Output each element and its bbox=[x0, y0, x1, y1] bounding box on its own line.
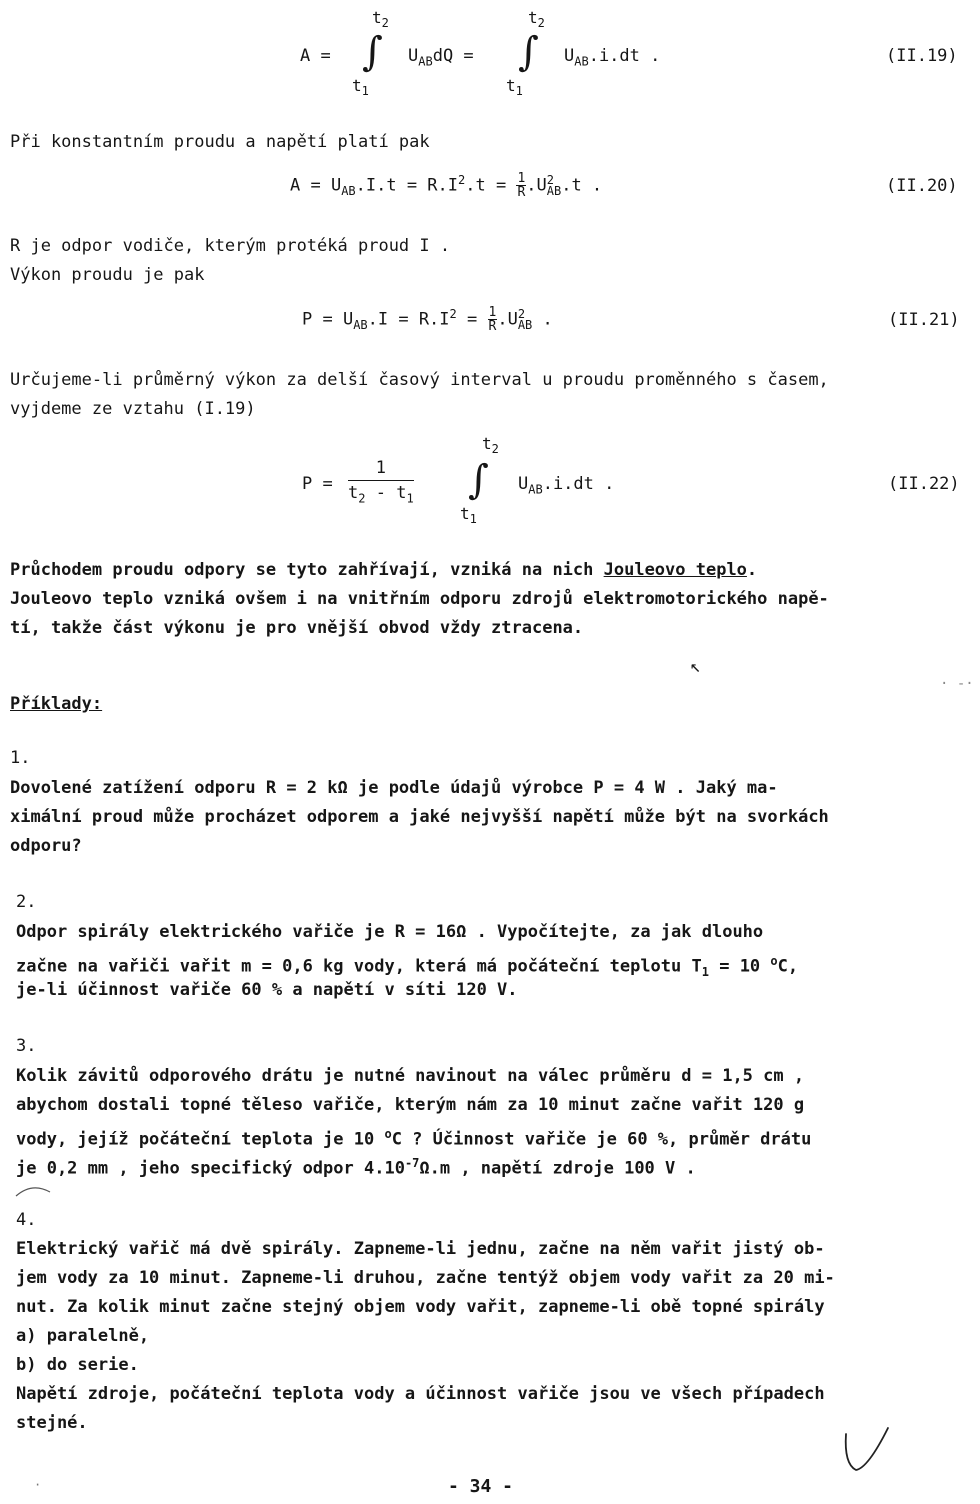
example-2-line-2: začne na vařiči vařit m = 0,6 kg vody, která má počáteční teplotu $T_1 = 10$ $^o$C, bbox=[16, 954, 799, 980]
example-4-line-2: jem vody za 10 minut. Zapneme-li druhou, začne tentýž objem vody vařit za 20 mi- bbox=[16, 1268, 835, 1288]
fraction-1-over-t2-minus-t1: 1 $t_2 - t_1$ bbox=[348, 458, 414, 506]
eq19-integrand-1: $U_{AB}dQ$ = bbox=[408, 46, 474, 69]
equation-ii-21: $P = U_{AB}.I = R.I^2$ = $\frac{1}{R}$ .U 2 AB . bbox=[302, 305, 553, 334]
example-2-line-1: Odpor spirály elektrického vařiče je R = 16Ω . Vypočítejte, za jak dlouho bbox=[16, 922, 764, 942]
eq22-upper-limit: $t_2$ bbox=[482, 434, 499, 457]
eq19-lower-limit-2: $t_1$ bbox=[506, 76, 523, 99]
eq19-lower-limit: $t_1$ bbox=[352, 76, 369, 99]
fraction-1-over-r: $\frac{1}{R}$ bbox=[488, 305, 497, 334]
example-4-line-7: stejné. bbox=[16, 1413, 88, 1433]
eq22-integrand: $U_{AB}.i.dt$ . bbox=[518, 474, 615, 497]
example-4-line-1: Elektrický vařič má dvě spirály. Zapneme-li jednu, začne na něm vařit jistý ob- bbox=[16, 1239, 825, 1259]
eq22-lower-limit: $t_1$ bbox=[460, 504, 477, 527]
fraction-1-over-r: $\frac{1}{R}$ bbox=[517, 171, 526, 200]
example-4-line-5: b) do serie. bbox=[16, 1355, 139, 1375]
example-1-line-1: Dovolené zatížení odporu R = 2 kΩ je podle údajů výrobce P = 4 W . Jaký ma- bbox=[10, 778, 778, 798]
examples-heading: Příklady: bbox=[10, 694, 103, 714]
text-constant-current: Při konstantním proudu a napětí platí pak bbox=[10, 132, 430, 152]
example-2-number: 2. bbox=[16, 892, 37, 912]
eq19-integrand-2: $U_{AB}.i.dt$ . bbox=[564, 46, 661, 69]
example-1-line-3: odporu? bbox=[10, 836, 82, 856]
text-resistance: R je odpor vodiče, kterým protéká proud I . bbox=[10, 236, 451, 256]
eq19-lhs: A = bbox=[300, 46, 331, 66]
eq22-lhs: P = bbox=[302, 474, 333, 494]
stray-mark bbox=[14, 1180, 54, 1200]
example-3-line-4: je 0,2 mm , jeho specifický odpor $4.10^{-7}\Omega.m$ , napětí zdroje 100 V . bbox=[16, 1156, 696, 1179]
integral-sign: ∫ bbox=[468, 457, 489, 503]
equation-number: (II.22) bbox=[888, 474, 960, 494]
joule-line-2: Jouleovo teplo vzniká ovšem i na vnitřním odporu zdrojů elektromotorického napě- bbox=[10, 589, 829, 609]
joule-line-1: Průchodem proudu odpory se tyto zahřívají, vzniká na nich Jouleovo teplo. bbox=[10, 560, 758, 580]
equation-number: (II.20) bbox=[886, 176, 958, 196]
text-power: Výkon proudu je pak bbox=[10, 265, 205, 285]
joule-line-3: tí, takže část výkonu je pro vnější obvod vždy ztracena. bbox=[10, 618, 584, 638]
example-3-line-1: Kolik závitů odporového drátu je nutné navinout na válec průměru d = 1,5 cm , bbox=[16, 1066, 805, 1086]
example-3-line-3: vody, jejíž počáteční teplota je 10 $^o$C ? Účinnost vařiče je 60 %, průměr drátu bbox=[16, 1127, 812, 1150]
stray-mark: · -· bbox=[940, 676, 974, 692]
example-1-line-2: ximální proud může procházet odporem a jaké nejvyšší napětí může být na svorkách bbox=[10, 807, 829, 827]
joule-heat-term: Jouleovo teplo bbox=[603, 560, 747, 580]
equation-number: (II.21) bbox=[888, 310, 960, 330]
integral-sign: ∫ bbox=[362, 29, 383, 75]
stray-mark: · bbox=[34, 1478, 42, 1492]
stray-mark: ↖ bbox=[690, 656, 701, 677]
text-average-power-1: Určujeme-li průměrný výkon za delší časový interval u proudu proměnného s časem, bbox=[10, 370, 829, 390]
example-3-line-2: abychom dostali topné těleso vařiče, kterým nám za 10 minut začne vařit 120 g bbox=[16, 1095, 805, 1115]
integral-sign: ∫ bbox=[518, 29, 539, 75]
example-4-line-4: a) paralelně, bbox=[16, 1326, 150, 1346]
example-4-line-3: nut. Za kolik minut začne stejný objem vody vařit, zapneme-li obě topné spirály bbox=[16, 1297, 825, 1317]
equation-number: (II.19) bbox=[886, 46, 958, 66]
handwritten-check-mark bbox=[838, 1424, 898, 1480]
example-1-number: 1. bbox=[10, 748, 31, 768]
eq19-upper-limit: $t_2$ bbox=[372, 8, 389, 31]
example-4-number: 4. bbox=[16, 1210, 37, 1230]
example-4-line-6: Napětí zdroje, počáteční teplota vody a účinnost vařiče jsou ve všech případech bbox=[16, 1384, 825, 1404]
page-number: - 34 - bbox=[448, 1476, 514, 1497]
eq19-upper-limit-2: $t_2$ bbox=[528, 8, 545, 31]
equation-ii-20: $A = U_{AB}.I.t = R.I^2.t$ = $\frac{1}{R}$ .U 2 AB .t . bbox=[290, 171, 603, 200]
example-3-number: 3. bbox=[16, 1036, 37, 1056]
text-average-power-2: vyjdeme ze vztahu (I.19) bbox=[10, 399, 256, 419]
example-2-line-3: je-li účinnost vařiče 60 % a napětí v síti 120 V. bbox=[16, 980, 518, 1000]
